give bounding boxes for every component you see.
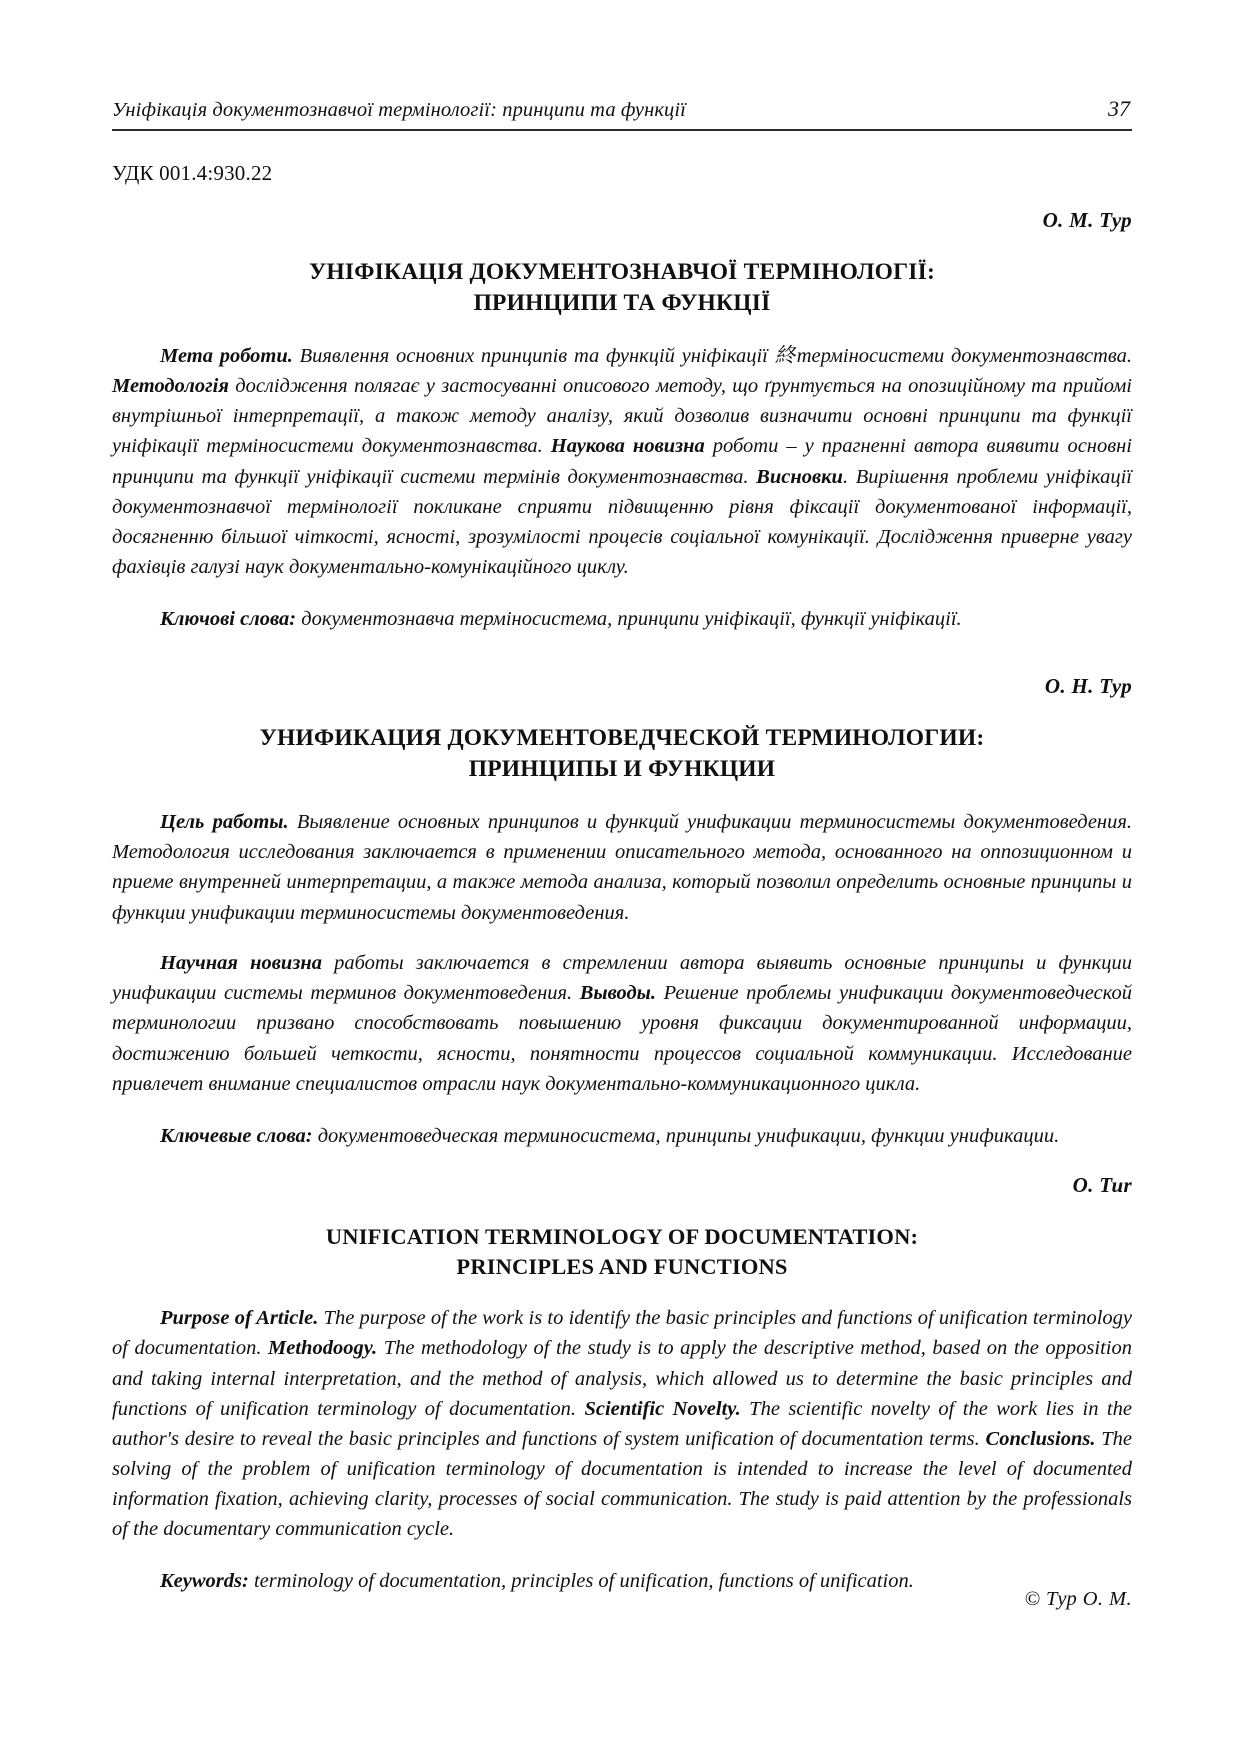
running-head [112, 96, 1132, 128]
abstract-english-body-3: The scientific novelty of the work lies in the author's desire to reveal the basic principles and functions of system unification of documentation terms. [112, 1397, 1132, 1450]
abstract-english-lead-2: Methodoogy. [268, 1337, 378, 1360]
keywords-ukrainian [112, 604, 1132, 634]
abstract-ukrainian-lead-1: Мета роботи. [160, 345, 293, 368]
keywords-russian-label: Ключевые слова: [160, 1124, 313, 1147]
abstract-english-body-2: The methodology of the study is to apply the descriptive method, based on the opposition and taking internal interpretation, and the method of analysis, which allowed us to determine the basic principles and functions of unification terminology of documentation. [112, 1337, 1132, 1420]
running-head-title: Уніфікація документознавчої термінології: принципи та функції [112, 99, 686, 121]
keywords-english-text: terminology of documentation, principles of unification, functions of unification. [248, 1570, 914, 1593]
author-english: O. Tur [1072, 1172, 1132, 1197]
abstract-english-lead-1: Purpose of Article. [160, 1307, 319, 1330]
footer-copyright: © Тур О. М. [1024, 1588, 1132, 1610]
title-ukrainian [112, 257, 1132, 319]
abstract-english-lead-4: Conclusions. [985, 1427, 1096, 1450]
abstract-russian-body-2: работы заключается в стремлении автора выявить основные принципы и функции унификации системы терминов документоведения. [112, 952, 1132, 1005]
title-ukrainian-line-2: ПРИНЦИПИ ТА ФУНКЦІЇ [473, 290, 771, 317]
abstract-russian-paragraph-1 [112, 807, 1132, 928]
abstract-russian-paragraph-2 [112, 948, 1132, 1099]
abstract-ukrainian-body-3: роботи – у прагненні автора виявити основні принципи та функції уніфікації системи термінів документознавства. [112, 435, 1132, 488]
page-content [112, 96, 1132, 1617]
keywords-ukrainian-text: документознавча терміносистема, принципи уніфікації, функції уніфікації. [296, 608, 962, 631]
abstract-ukrainian-lead-2: Методологія [112, 375, 229, 398]
keywords-ukrainian-label: Ключові слова: [160, 608, 297, 631]
abstract-ukrainian-body-1: Виявлення основних принципів та функцій уніфікації 終терміносистеми документознавства. [292, 345, 1132, 368]
abstract-english-body-4: The solving of the problem of unification terminology of documentation is intended to increase the level of documented information fixation, achieving clarity, processes of social communication. The study is paid attention by the professionals of the documentary communication cycle. [112, 1427, 1133, 1541]
abstract-english-body-1: The purpose of the work is to identify the basic principles and functions of unification terminology of documentation. [112, 1307, 1133, 1360]
author-russian: О. Н. Тур [1044, 674, 1132, 699]
title-ukrainian-line-1: УНІФІКАЦІЯ ДОКУМЕНТОЗНАВЧОЇ ТЕРМІНОЛОГІЇ: [308, 259, 936, 285]
udc-code: УДК 001.4:930.22 [112, 161, 273, 185]
abstract-ukrainian-body-2: дослідження полягає у застосуванні описового методу, що ґрунтується на опозиційному та прийомі внутрішньої інтерпретації, а також методу аналізу, який дозволив визначити основні принципи та функції уніфікації терміносистеми документознавства. [112, 375, 1132, 458]
abstract-russian-lead-2: Научная новизна [160, 952, 322, 975]
abstract-ukrainian-lead-3: Наукова новизна [550, 435, 705, 458]
abstract-russian-lead-1: Цель работы. [160, 811, 289, 834]
title-english-line-1: UNIFICATION TERMINOLOGY OF DOCUMENTATION: [325, 1223, 919, 1249]
author-ukrainian: О. М. Тур [1042, 208, 1132, 232]
abstract-ukrainian [112, 341, 1132, 582]
header-rule [112, 129, 1132, 131]
abstract-russian-body-1: Выявление основных принципов и функций унификации терминосистемы документоведения. Методология исследования заключается в применении описательного метода, основанного на оппозиционном и приеме внутренней интерпретации, а также метода анализа, который позволил определить основные принципы и функции унификации терминосистемы документоведения. [112, 811, 1132, 924]
title-russian-line-1: УНИФИКАЦИЯ ДОКУМЕНТОВЕДЧЕСКОЙ ТЕРМИНОЛОГИИ: [259, 725, 985, 752]
abstract-ukrainian-body-4: . Вирішення проблеми уніфікації документознавчої термінології покликане сприяти підвищенню рівня фіксації документованої інформації, досягненню більшої чіткості, ясності, зрозумілості процесів соціальної комунікації. Дослідження приверне увагу фахівців галузі наук документально-комунікаційного циклу. [112, 465, 1132, 578]
title-english [112, 1222, 1132, 1281]
abstract-english [112, 1303, 1132, 1544]
page-number: 37 [1108, 96, 1130, 121]
keywords-russian [112, 1121, 1132, 1151]
abstract-russian-body-3: Решение проблемы унификации документоведческой терминологии призвано способствовать повышению уровня фиксации документированной информации, достижению большей четкости, ясности, понятности процессов социальной коммуникации. Исследование привлечет внимание специалистов отрасли наук документально-коммуникационного цикла. [112, 982, 1132, 1095]
title-russian [112, 723, 1132, 785]
abstract-russian-lead-3: Выводы. [579, 982, 657, 1005]
title-english-line-2: PRINCIPLES AND FUNCTIONS [456, 1253, 788, 1279]
title-russian-line-2: ПРИНЦИПЫ И ФУНКЦИИ [468, 756, 776, 783]
abstract-ukrainian-lead-4: Висновки [756, 465, 843, 488]
keywords-english-label: Keywords: [160, 1570, 249, 1593]
keywords-russian-text: документоведческая терминосистема, принципы унификации, функции унификации. [312, 1124, 1060, 1147]
abstract-english-lead-3: Scientific Novelty. [584, 1397, 741, 1420]
